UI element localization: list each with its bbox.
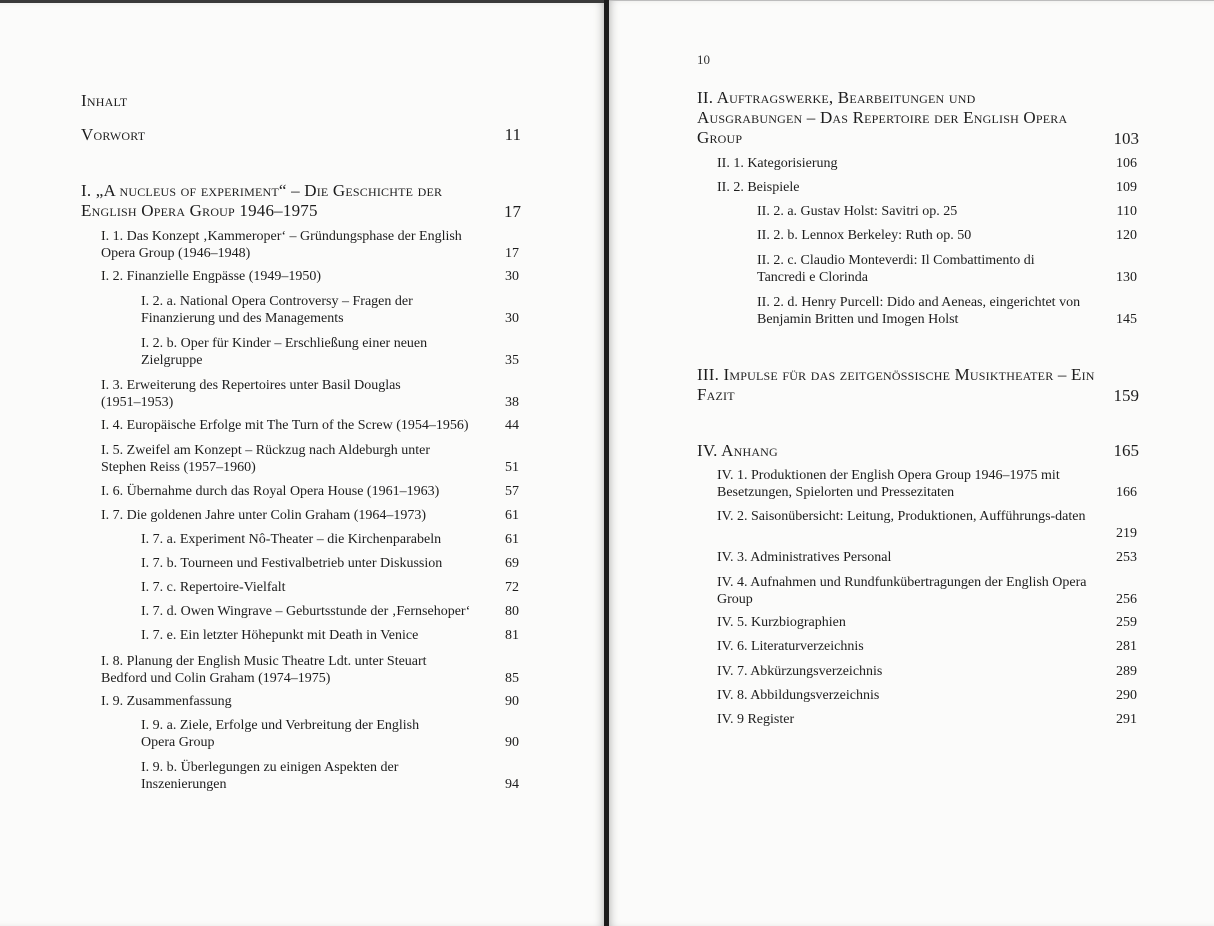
toc-entry: I. 3. Erweiterung des Repertoires unter Basil Douglas (1951–1953) [101, 378, 401, 410]
toc-entry: IV. 7. Abkürzungsverzeichnis [717, 664, 883, 679]
toc-entry: I. 9. Zusammenfassung [101, 694, 232, 709]
toc-entry: I. 7. c. Repertoire-Vielfalt [141, 580, 286, 595]
toc-entry: IV. 4. Aufnahmen und Rundfunkübertragungen der English Opera Group [717, 575, 1087, 607]
page-number: 61 [505, 508, 519, 523]
page-number: 165 [1113, 441, 1139, 460]
toc-part-1-title: I. „A nucleus of experiment“ – Die Geschichte der English Opera Group 1946–1975 [81, 181, 443, 220]
page-number: 69 [505, 556, 519, 571]
toc-entry: I. 9. a. Ziele, Erfolge und Verbreitung der English Opera Group [141, 718, 420, 750]
page-number: 106 [1116, 156, 1137, 171]
page-number: 90 [505, 735, 519, 750]
page-number: 120 [1116, 228, 1137, 243]
page-number: 80 [505, 604, 519, 619]
page-number: 57 [505, 484, 519, 499]
toc-entry: I. 2. a. National Opera Controversy – Fragen der Finanzierung und des Managements [141, 294, 413, 326]
toc-entry: II. 2. c. Claudio Monteverdi: Il Combattimento di Tancredi e Clorinda [757, 253, 1035, 285]
toc-entry: I. 7. d. Owen Wingrave – Geburtsstunde der ‚Fernsehoper‘ [141, 604, 471, 619]
toc-entry: IV. 5. Kurzbiographien [717, 615, 846, 630]
toc-entry: II. 2. a. Gustav Holst: Savitri op. 25 [757, 204, 958, 219]
page-folio: 10 [697, 52, 710, 67]
page-number: 30 [505, 269, 519, 284]
page-number: 11 [504, 125, 521, 144]
toc-entry: I. 5. Zweifel am Konzept – Rückzug nach Aldeburgh unter Stephen Reiss (1957–1960) [101, 443, 431, 475]
toc-entry: I. 1. Das Konzept ‚Kammeroper‘ – Gründungsphase der English Opera Group (1946–1948) [101, 229, 462, 261]
toc-entry: I. 2. b. Oper für Kinder – Erschließung einer neuen Zielgruppe [141, 336, 428, 368]
page-number: 17 [504, 202, 521, 221]
toc-entry: II. 2. d. Henry Purcell: Dido and Aeneas, eingerichtet von Benjamin Britten und Imogen Holst [757, 295, 1081, 327]
page-number: 30 [505, 311, 519, 326]
page-number: 51 [505, 460, 519, 475]
page-number: 290 [1116, 688, 1137, 703]
page-number: 281 [1116, 639, 1137, 654]
page-number: 110 [1116, 204, 1137, 219]
page-number: 219 [1116, 526, 1137, 541]
page-number: 17 [505, 246, 519, 261]
toc-entry: II. 2. Beispiele [717, 180, 800, 195]
toc-entry: I. 7. a. Experiment Nô-Theater – die Kirchenparabeln [141, 532, 442, 547]
toc-entry: I. 2. Finanzielle Engpässe (1949–1950) [101, 269, 322, 284]
toc-entry: IV. 8. Abbildungsverzeichnis [717, 688, 880, 703]
toc-part-4-title: IV. Anhang [697, 441, 778, 460]
page-number: 289 [1116, 664, 1137, 679]
page-number: 103 [1113, 129, 1139, 148]
page-number: 35 [505, 353, 519, 368]
page-number: 85 [505, 671, 519, 686]
page-number: 145 [1116, 312, 1137, 327]
page-number: 81 [505, 628, 519, 643]
toc-entry: I. 6. Übernahme durch das Royal Opera House (1961–1963) [101, 484, 440, 499]
toc-entry: I. 7. Die goldenen Jahre unter Colin Graham (1964–1973) [101, 508, 427, 523]
left-page [0, 0, 604, 926]
toc-entry: I. 4. Europäische Erfolge mit The Turn of the Screw (1954–1956) [101, 418, 469, 433]
toc-entry: I. 9. b. Überlegungen zu einigen Aspekten der Inszenierungen [141, 760, 399, 792]
toc-entry: IV. 3. Administratives Personal [717, 550, 892, 565]
page-number: 253 [1116, 550, 1137, 565]
page-number: 72 [505, 580, 519, 595]
toc-part-2-title: II. Auftragswerke, Bearbeitungen und Ausgrabungen – Das Repertoire der English Opera Group [697, 88, 1068, 147]
page-number: 94 [505, 777, 519, 792]
toc-entry: I. 8. Planung der English Music Theatre Ldt. unter Steuart Bedford und Colin Graham (1974–1975) [101, 654, 427, 686]
toc-entry-vorwort: Vorwort [81, 125, 146, 144]
page-number: 44 [505, 418, 519, 433]
toc-part-3-title: III. Impulse für das zeitgenössische Musiktheater – Ein Fazit [697, 365, 1095, 404]
toc-entry: II. 2. b. Lennox Berkeley: Ruth op. 50 [757, 228, 972, 243]
page-number: 166 [1116, 485, 1137, 500]
toc-entry: IV. 2. Saisonübersicht: Leitung, Produktionen, Aufführungs-daten [717, 509, 1086, 524]
page-number: 38 [505, 395, 519, 410]
page-number: 90 [505, 694, 519, 709]
page-number: 256 [1116, 592, 1137, 607]
page-number: 159 [1113, 386, 1139, 405]
toc-entry: IV. 9 Register [717, 712, 795, 727]
toc-entry: IV. 6. Literaturverzeichnis [717, 639, 864, 654]
toc-entry: I. 7. e. Ein letzter Höhepunkt mit Death in Venice [141, 628, 419, 643]
page-number: 109 [1116, 180, 1137, 195]
page-number: 291 [1116, 712, 1137, 727]
right-page [609, 0, 1214, 926]
toc-entry: II. 1. Kategorisierung [717, 156, 838, 171]
page-number: 61 [505, 532, 519, 547]
page-number: 259 [1116, 615, 1137, 630]
page-number: 130 [1116, 270, 1137, 285]
toc-entry: I. 7. b. Tourneen und Festivalbetrieb unter Diskussion [141, 556, 443, 571]
toc-entry: IV. 1. Produktionen der English Opera Group 1946–1975 mit Besetzungen, Spielorten und Pressezitaten [717, 468, 1060, 500]
toc-heading: Inhalt [81, 91, 128, 110]
